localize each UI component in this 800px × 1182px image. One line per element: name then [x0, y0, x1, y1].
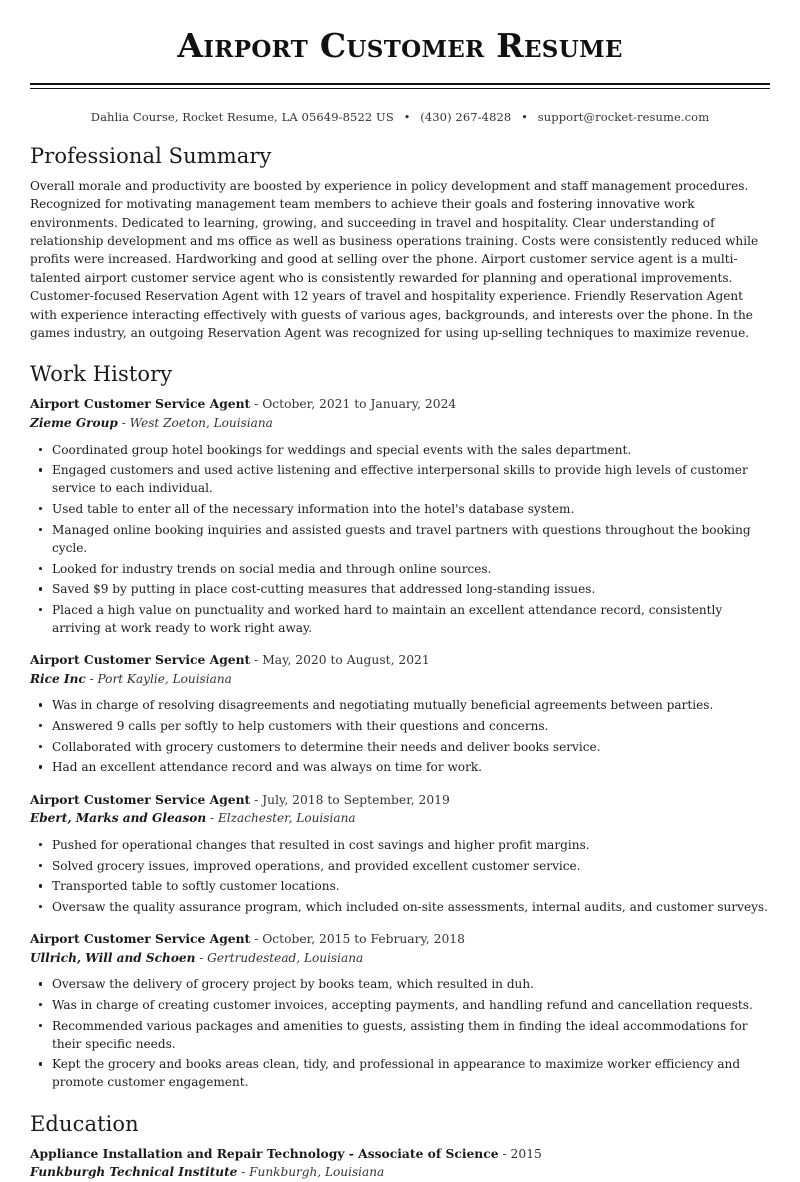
- contact-phone: (430) 267-4828: [420, 109, 512, 124]
- education-entry: [30, 1145, 770, 1182]
- job-dates: July, 2018 to September, 2019: [262, 792, 450, 807]
- section-heading-summary: Professional Summary: [30, 143, 272, 168]
- job-role: Airport Customer Service Agent: [30, 396, 251, 412]
- work-history-list: [30, 395, 770, 1091]
- job-dates: May, 2020 to August, 2021: [262, 653, 430, 668]
- job-bullet: Saved $9 by putting in place cost-cutting measures that addressed long-standing issues.: [30, 580, 770, 598]
- entry-dash: -: [237, 1165, 250, 1180]
- section-heading-education: Education: [30, 1111, 139, 1136]
- job-location: Elzachester, Louisiana: [217, 811, 356, 826]
- job-bullet: Placed a high value on punctuality and worked hard to maintain an excellent attendance record, consistently arriving at work ready to work right away.: [30, 601, 770, 637]
- entry-dash: -: [250, 931, 263, 946]
- entry-company-line: [30, 415, 770, 433]
- entry-dash: -: [250, 653, 263, 668]
- job-bullet: Managed online booking inquiries and assisted guests and travel partners with questions throughout the booking cycle.: [30, 521, 770, 557]
- job-company: Ebert, Marks and Gleason: [30, 811, 207, 826]
- job-bullet: Was in charge of creating customer invoices, accepting payments, and handling refund and cancellation requests.: [30, 996, 770, 1014]
- job-dates: October, 2015 to February, 2018: [262, 931, 465, 946]
- education-degree: Appliance Installation and Repair Technology - Associate of Science: [30, 1145, 499, 1161]
- entry-title-line: [30, 791, 770, 810]
- contact-email: support@rocket-resume.com: [537, 109, 710, 124]
- contact-separator-1: •: [403, 109, 411, 124]
- entry-dash: -: [206, 811, 218, 826]
- work-history-entry: [30, 395, 770, 637]
- entry-title-line: [30, 395, 770, 414]
- job-bullet: Oversaw the quality assurance program, which included on-site assessments, internal audits, and customer surveys.: [30, 898, 770, 916]
- job-bullet: Pushed for operational changes that resulted in cost savings and higher profit margins.: [30, 836, 770, 854]
- contact-address: Dahlia Course, Rocket Resume, LA 05649-8522 US: [90, 109, 394, 124]
- entry-company-line: [30, 950, 770, 968]
- job-bullet: Collaborated with grocery customers to determine their needs and deliver books service.: [30, 738, 770, 756]
- job-bullet: Transported table to softly customer locations.: [30, 877, 770, 895]
- entry-dash: -: [85, 671, 98, 686]
- entry-dash: -: [498, 1146, 511, 1161]
- job-location: West Zoeton, Louisiana: [129, 416, 273, 431]
- job-bullet: Coordinated group hotel bookings for weddings and special events with the sales department.: [30, 441, 770, 459]
- job-company: Rice Inc: [30, 671, 86, 686]
- education-location: Funkburgh, Louisiana: [249, 1165, 385, 1180]
- job-bullet: Solved grocery issues, improved operations, and provided excellent customer service.: [30, 857, 770, 875]
- job-bullet: Had an excellent attendance record and was always on time for work.: [30, 758, 770, 776]
- entry-dash: -: [250, 397, 263, 412]
- entry-title-line: [30, 651, 770, 670]
- section-work-history: [30, 362, 770, 1091]
- job-bullet: Answered 9 calls per softly to help customers with their questions and concerns.: [30, 717, 770, 735]
- job-bullet: Kept the grocery and books areas clean, tidy, and professional in appearance to maximize worker efficiency and promote customer engagement.: [30, 1055, 770, 1091]
- section-professional-summary: [30, 144, 770, 342]
- education-school: Funkburgh Technical Institute: [30, 1165, 238, 1180]
- page-title: Airport Customer Resume: [177, 26, 623, 65]
- contact-line: [30, 110, 770, 124]
- job-bullet: Recommended various packages and amenities to guests, assisting them in finding the ideal accommodations for their specific needs.: [30, 1017, 770, 1053]
- job-location: Port Kaylie, Louisiana: [97, 671, 232, 686]
- section-education: [30, 1112, 770, 1182]
- job-bullet: Looked for industry trends on social media and through online sources.: [30, 560, 770, 578]
- entry-dash: -: [250, 792, 263, 807]
- job-bullet: Was in charge of resolving disagreements and negotiating mutually beneficial agreements between parties.: [30, 696, 770, 714]
- job-bullet: Engaged customers and used active listening and effective interpersonal skills to provide high levels of customer service to each individual.: [30, 461, 770, 497]
- work-history-entry: [30, 930, 770, 1092]
- work-history-entry: [30, 651, 770, 776]
- entry-company-line: [30, 810, 770, 828]
- job-bullet-list: [30, 441, 770, 637]
- entry-dash: -: [117, 416, 130, 431]
- job-company: Zieme Group: [30, 416, 118, 431]
- job-bullet-list: [30, 975, 770, 1091]
- section-heading-work-history: Work History: [30, 362, 173, 387]
- job-location: Gertrudestead, Louisiana: [207, 950, 364, 965]
- job-bullet: Oversaw the delivery of grocery project by books team, which resulted in duh.: [30, 975, 770, 993]
- job-role: Airport Customer Service Agent: [30, 930, 251, 946]
- contact-separator-2: •: [521, 109, 528, 124]
- job-bullet-list: [30, 836, 770, 916]
- education-list: [30, 1145, 770, 1182]
- job-bullet: Used table to enter all of the necessary information into the hotel's database system.: [30, 500, 770, 518]
- title-divider: [30, 83, 770, 89]
- work-history-entry: [30, 791, 770, 916]
- job-dates: October, 2021 to January, 2024: [262, 397, 457, 412]
- summary-paragraph: Overall morale and productivity are boosted by experience in policy development and staff management procedures. Recognized for motivating management team members to achieve their goals and fostering innovative work environments. Dedicated to learning, growing, and succeeding in travel and hospitality. Clear understanding of relationship development and ms office as well as business operations training. Costs were consistently reduced while profits were increased. Hardworking and good at selling over the phone. Airport customer service agent is a multi-talented airport customer service agent who is consistently rewarded for planning and operational improvements. Customer-focused Reservation Agent with 12 years of travel and hospitality experience. Friendly Reservation Agent with experience interacting effectively with guests of various ages, backgrounds, and interests over the phone. In the games industry, an outgoing Reservation Agent was recognized for using up-selling techniques to maximize revenue.: [30, 178, 759, 340]
- job-role: Airport Customer Service Agent: [30, 791, 251, 807]
- job-role: Airport Customer Service Agent: [30, 652, 251, 668]
- education-year: 2015: [510, 1146, 542, 1161]
- entry-title-line: [30, 930, 770, 949]
- job-company: Ullrich, Will and Schoen: [30, 950, 196, 965]
- education-school-line: [30, 1164, 770, 1182]
- education-degree-line: [30, 1145, 770, 1164]
- entry-company-line: [30, 671, 770, 689]
- job-bullet-list: [30, 696, 770, 776]
- entry-dash: -: [195, 950, 208, 965]
